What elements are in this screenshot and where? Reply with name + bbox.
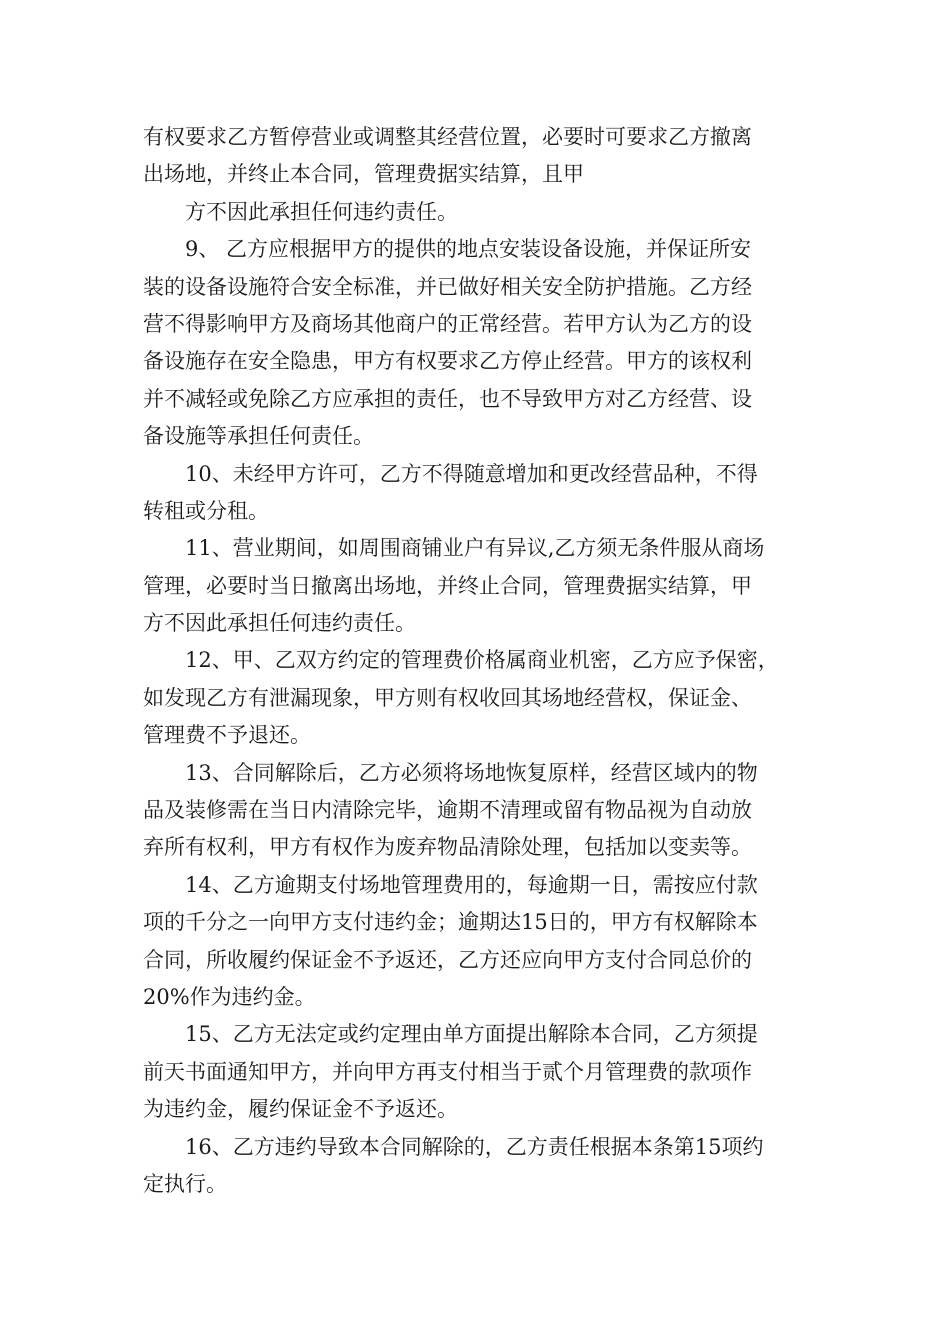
text-line: 有权要求乙方暂停营业或调整其经营位置，必要时可要求乙方撤离 — [143, 125, 752, 149]
text-line: 并不减轻或免除乙方应承担的责任，也不导致甲方对乙方经营、设 — [143, 386, 752, 411]
clause-15 — [143, 1016, 807, 1128]
text-line: 前天书面通知甲方，并向甲方再支付相当于贰个月管理费的款项作 — [143, 1059, 752, 1084]
paragraph-continuation-2 — [143, 194, 807, 231]
text-line: 定执行。 — [143, 1171, 227, 1196]
paragraph-continuation — [143, 119, 807, 194]
text-line: 11、营业期间，如周围商铺业户有异议,乙方须无条件服从商场 — [143, 536, 765, 561]
text-line: 20%作为违约金。 — [143, 984, 316, 1009]
text-line: 12、甲、乙双方约定的管理费价格属商业机密，乙方应予保密， — [143, 648, 779, 673]
clause-12 — [143, 642, 807, 754]
text-line: 项的千分之一向甲方支付违约金；逾期达15日的，甲方有权解除本 — [143, 910, 758, 935]
text-line: 装的设备设施符合安全标准，并已做好相关安全防护措施。乙方经 — [143, 274, 752, 299]
clause-16 — [143, 1129, 807, 1204]
text-line: 出场地，并终止本合同，管理费据实结算，且甲 — [143, 162, 584, 187]
text-line: 备设施存在安全隐患，甲方有权要求乙方停止经营。甲方的该权利 — [143, 349, 752, 374]
text-line: 方不因此承担任何违约责任。 — [143, 611, 416, 636]
clause-13 — [143, 755, 807, 867]
text-line: 管理，必要时当日撤离出场地，并终止合同，管理费据实结算，甲 — [143, 573, 752, 598]
clause-9 — [143, 231, 807, 455]
text-line: 14、乙方逾期支付场地管理费用的，每逾期一日，需按应付款 — [143, 872, 758, 897]
text-line: 合同，所收履约保证金不予返还，乙方还应向甲方支付合同总价的 — [143, 947, 752, 972]
text-line: 9、 乙方应根据甲方的提供的地点安装设备设施，并保证所安 — [143, 237, 752, 262]
text-line: 管理费不予退还。 — [143, 723, 311, 748]
text-line: 方不因此承担任何违约责任。 — [143, 199, 458, 224]
text-line: 为违约金，履约保证金不予返还。 — [143, 1097, 458, 1122]
text-line: 弃所有权利，甲方有权作为废弃物品清除处理，包括加以变卖等。 — [143, 835, 752, 860]
text-line: 转租或分租。 — [143, 498, 269, 523]
text-line: 品及装修需在当日内清除完毕，逾期不清理或留有物品视为自动放 — [143, 798, 752, 823]
text-line: 15、乙方无法定或约定理由单方面提出解除本合同，乙方须提 — [143, 1022, 758, 1047]
text-line: 如发现乙方有泄漏现象，甲方则有权收回其场地经营权，保证金、 — [143, 685, 752, 710]
clause-11 — [143, 530, 807, 642]
clause-14 — [143, 867, 807, 1017]
document-body — [143, 119, 807, 1203]
text-line: 16、乙方违约导致本合同解除的，乙方责任根据本条第15项约 — [143, 1134, 764, 1159]
text-line: 备设施等承担任何责任。 — [143, 424, 374, 449]
text-line: 营不得影响甲方及商场其他商户的正常经营。若甲方认为乙方的设 — [143, 311, 752, 336]
clause-10 — [143, 456, 807, 531]
text-line: 10、未经甲方许可，乙方不得随意增加和更改经营品种，不得 — [143, 461, 758, 486]
text-line: 13、合同解除后，乙方必须将场地恢复原样，经营区域内的物 — [143, 760, 758, 785]
